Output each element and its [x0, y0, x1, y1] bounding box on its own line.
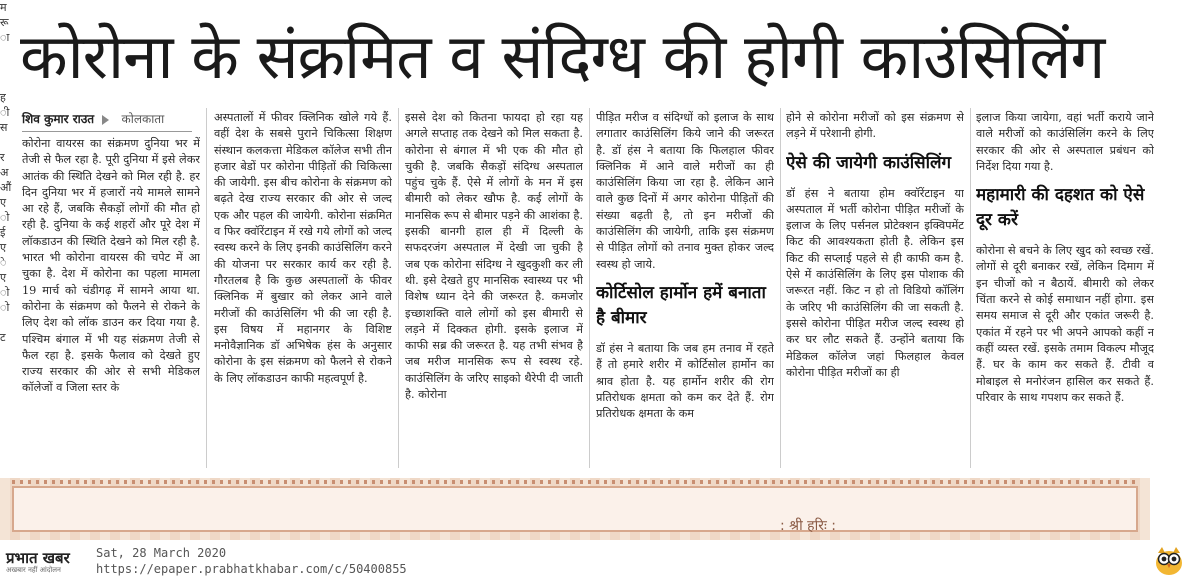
column-paragraph: कोरोना वायरस का संक्रमण दुनिया भर में तेजी से फैल रहा है. पूरी दुनिया में इसे लेकर आतंक की स्थिति देखने को मिल रही है. हर दिन दुनिया भर में हजारों नये मामले सामने आ रहे हैं, जबकि सैकड़ों लोगों की मौत हो रही है. दुनिया के कई शहरों और पूरे देश में लॉकडाउन की स्थिति देखने को मिल रही है. भारत भी कोरोना वायरस की चपेट में आ चुका है. देश में कोरोना का पहला मामला 19 मार्च को चंडीगढ़ में सामने आया था. कोरोना के संक्रमण को फैलने से रोकने के लिए देश को लॉक डाउन कर दिया गया है. पश्चिम बंगाल में भी यह संक्रमण तेजी से फैल रहा है. इसके फैलाव को देखते हुए राज्य सरकार की ओर से सभी मेडिकल कॉलेजों व जिला स्तर के [22, 137, 200, 395]
article-column-2 [214, 110, 392, 470]
author-name: शिव कुमार राउत [22, 112, 95, 126]
byline-rule [22, 131, 192, 132]
byline [22, 110, 200, 130]
subheading: महामारी की दहशत को ऐसे दूर करें [976, 185, 1145, 231]
play-arrow-icon [102, 115, 109, 125]
strip-fragment [0, 135, 14, 150]
column-paragraph: डॉ हंस ने बताया होम क्वॉरेंटाइन या अस्पताल में भर्ती कोरोना पीड़ित मरीजों के इलाज के लिए पर्सनल प्रोटेक्शन इक्विपमेंट किट की आवश्यकता होती है. लेकिन इस किट की सप्लाई पहले से ही काफी कम है. ऐसे में काउंसिलिंग के लिए इस पोशाक की जरूरत नहीं. किट न हो तो विडियो कॉलिंग के जरिए भी काउंसिलिंग की जा सकती है. इससे कोरोना पीड़ित मरीज जल्द स्वस्थ हो कर घर लौट सकते हैं. उन्होंने बताया कि मेडिकल कॉलेज जहां फिलहाल केवल कोरोना पीड़ित मरीजों का ही [786, 186, 964, 379]
subheading: कोर्टिसोल हार्मोन हमें बनाता है बीमार [596, 282, 766, 328]
subheading: ऐसे की जायेगी काउंसिलिंग [786, 152, 952, 173]
strip-fragment: े [0, 256, 7, 269]
strip-fragment: अ [0, 166, 9, 179]
article-column-5 [786, 110, 964, 470]
strip-fragment: ह [0, 91, 6, 104]
strip-fragment [0, 315, 14, 330]
column-divider [970, 108, 971, 468]
column-divider [589, 108, 590, 468]
border-inner-frame [12, 486, 1138, 532]
strip-fragment: औं [0, 181, 12, 194]
column-paragraph: अस्पतालों में फीवर क्लिनिक खोले गये हैं. वहीं देश के सबसे पुराने चिकित्सा शिक्षण संस्थान कलकत्ता मेडिकल कॉलेज सभी तीन हजार बेडों पर कोरोना पीड़ितों की चिकित्सा की जायेगी. इस बीच कोरोना के संक्रमण को बढ़ते देख राज्य सरकार की ओर से जल्द एक और पहल की जायेगी. कोरोना संक्रमित व फिर क्वॉरेंटाइन में रखे गये लोगों को जल्द स्वस्थ करने के लिए इनकी काउंसिलिंग करने की योजना पर सरकार कार्य कर रही है. गौरतलब है कि कुछ अस्पतालों के फीवर क्लिनिक में बुखार को लेकर आने वाले मरीजों की काउंसिलिंग भी की जा रही है. इस विषय में महानगर के विशिष्ट मनोवैज्ञानिक डॉ अभिषेक हंस के अनुसार कोरोना के इस संक्रमण को फैलने से रोकने के लिए लॉकडाउन काफी महत्वपूर्ण है. [214, 111, 392, 385]
strip-fragment [0, 45, 14, 60]
strip-fragment: म [0, 1, 7, 14]
strip-fragment: ए [0, 241, 7, 254]
strip-fragment: ए [0, 271, 7, 284]
edition-date: Sat, 28 March 2020 [96, 546, 227, 560]
strip-fragment: ए [0, 196, 7, 209]
column-paragraph: डॉ हंस ने बताया कि जब हम तनाव में रहते हैं तो हमारे शरीर में कोर्टिसोल हार्मोन का श्राव होता है. यह हार्मोन शरीर की रोग प्रतिरोधक क्षमता को कम कर देते हैं. रोग प्रतिरोधक क्षमता के कम [596, 341, 774, 421]
strip-fragment: रू [0, 16, 9, 29]
adjacent-article-strip [0, 0, 14, 470]
strip-fragment: ो [0, 211, 10, 224]
column-paragraph: कोरोना से बचने के लिए खुद को स्वच्छ रखें. लोगों से दूरी बनाकर रखें, लेकिन दिमाग में इन चीजों को न बैठायें. बीमारी को लेकर चिंता करने से कोई समाधान नहीं होगा. इस समय समाज से दूरी और एकांत जरूरी है. एकांत में रहने पर भी अपने आपको कहीं न कहीं व्यस्त रखें. इसके तमाम विकल्प मौजूद हैं. घर के काम कर सकते हैं. टीवी व मोबाइल से मनोरंजन हासिल कर सकते हैं. परिवार के साथ गपशप कर सकते हैं. [976, 244, 1154, 404]
column-divider [398, 108, 399, 468]
headline: कोरोना के संक्रमित व संदिग्ध की होगी काउंसिलिंग [20, 20, 1105, 93]
edition-url[interactable]: https://epaper.prabhatkhabar.com/c/50400855 [96, 562, 407, 576]
strip-fragment: ट [0, 331, 6, 344]
column-paragraph: इलाज किया जायेगा, वहां भर्ती कराये जाने वाले मरीजों को काउंसिलिंग करने के लिए सरकार की ओर से अस्पताल प्रबंधन को निर्देश दिया गया है. [976, 111, 1154, 173]
strip-fragment [0, 60, 14, 75]
strip-fragment: ो [0, 286, 10, 299]
column-divider [206, 108, 207, 468]
strip-fragment: स [0, 121, 8, 134]
strip-fragment [0, 75, 14, 90]
prabhat-khabar-logo[interactable] [6, 548, 92, 578]
article-column-1 [22, 136, 200, 470]
strip-fragment: ो [0, 301, 10, 314]
strip-fragment: ी [0, 106, 10, 119]
article-column-4 [596, 110, 774, 470]
strip-fragment: र [0, 151, 5, 164]
strip-fragment: ा [0, 31, 10, 44]
column-paragraph: पीड़ित मरीज व संदिग्धों को इलाज के साथ लगातार काउंसिलिंग किये जाने की जरूरत है. डॉ हंस ने बताया कि फिलहाल फीवर क्लिनिक में आने वाले मरीजों का ही काउंसिलिंग किया जा रहा है. लेकिन आने वाले कुछ दिनों में अगर कोरोना पीड़ितों की संख्या बढ़ती है, तो इन मरीजों की काउंसिलिंग की जायेगी, ताकि इस संक्रमण से पीड़ित लोगों को तनाव मुक्त होकर जल्द स्वस्थ हो जाये. [596, 111, 774, 271]
owl-mascot-icon [1152, 543, 1186, 577]
article-column-6 [976, 110, 1154, 470]
logo-name: प्रभात खबर [6, 549, 70, 567]
column-paragraph: इससे देश को कितना फायदा हो रहा यह अगले सप्ताह तक देखने को मिल सकता है. कोरोना से बंगाल में भी एक की मौत हो चुकी है. जबकि सैकड़ों संदिग्ध अस्पताल पहुंच चुके हैं. ऐसे में लोगों के मन में इस बीमारी को लेकर खौफ है. कई लोगों के मानसिक रूप से बीमार पड़ने की आशंका है. इसकी बानगी हाल ही में दिल्ली के सफदरजंग अस्पताल में देखी जा चुकी है जब एक कोरोना संदिग्ध ने खुदकुशी कर ली थी. इसे देखते हुए मानसिक स्वास्थ्य पर भी विशेष ध्यान देने की जरूरत है. कमजोर इच्छाशक्ति वाले लोगों को इस बीमारी से लड़ने में दिक्कत होगी. इसके इलाज में काफी सब्र की जरूरत है. यह तभी संभव है जब मरीज मानसिक रूप से स्वस्थ रहे. काउंसिलिंग के जरिए साइको थैरेपी दी जाती है. कोरोना [405, 111, 583, 402]
strip-fragment: ई [0, 226, 6, 239]
border-dots [12, 480, 1138, 484]
logo-tagline: अखबार नहीं आंदोलन [6, 566, 61, 574]
dateline-location: कोलकाता [121, 112, 165, 126]
article-column-3 [405, 110, 583, 470]
shri-hari-text: : श्री हरिः : [780, 518, 836, 534]
decorative-border-band [0, 478, 1150, 540]
column-divider [780, 108, 781, 468]
edition-meta [96, 545, 407, 577]
column-paragraph: होने से कोरोना मरीजों को इस संक्रमण से लड़ने में परेशानी होगी. [786, 111, 964, 141]
